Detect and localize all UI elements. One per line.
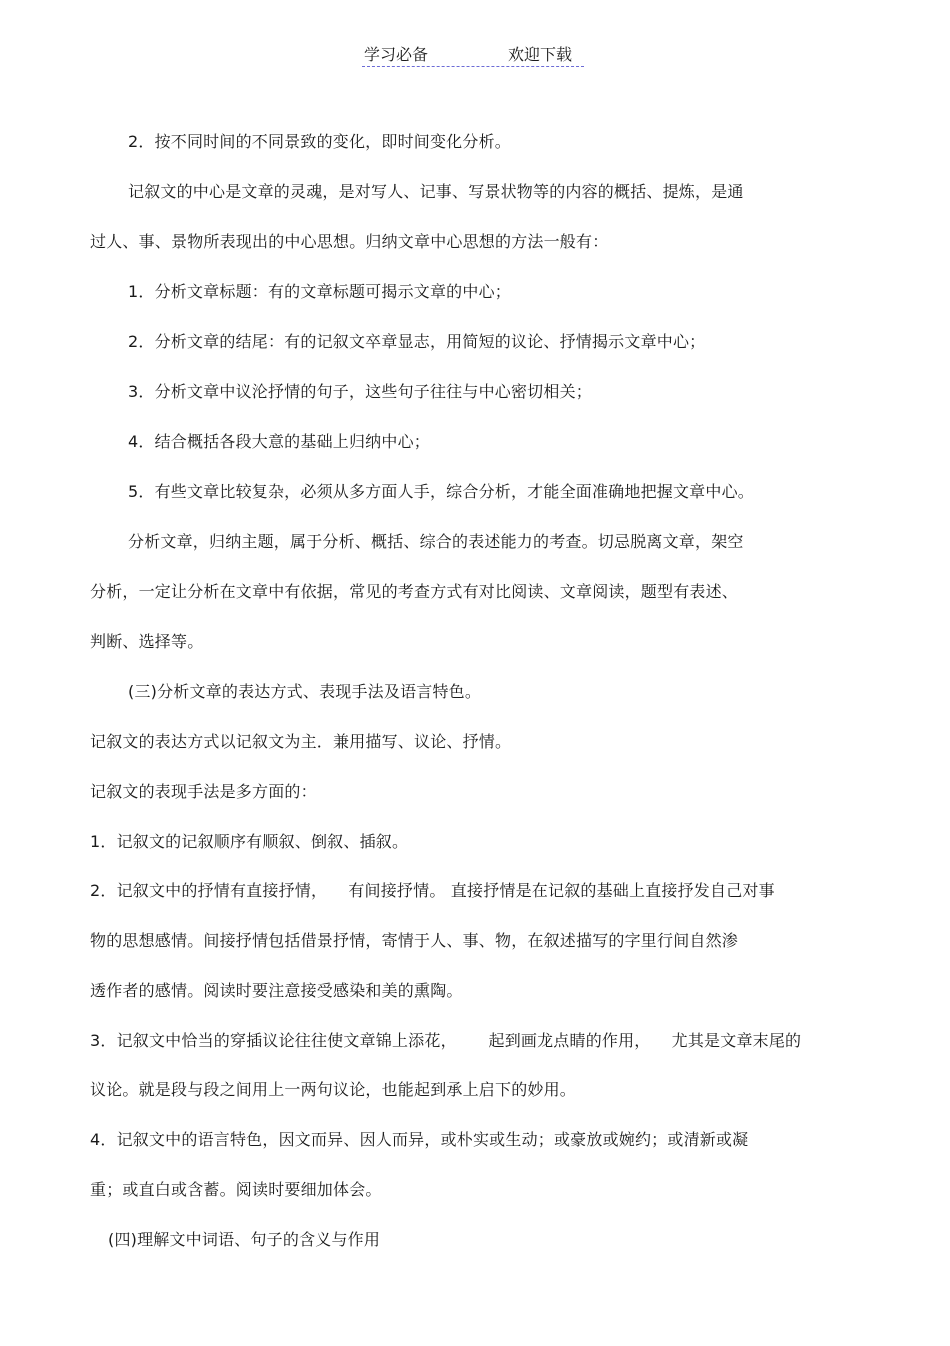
text-line: 分析文章，归纳主题，属于分析、概括、综合的表述能力的考查。切忌脱离文章，架空	[128, 532, 744, 551]
text-line: 3．分析文章中议沦抒情的句子，这些句子往往与中心密切相关；	[128, 382, 592, 401]
text-line: 物的思想感情。间接抒情包括借景抒情，寄情于人、事、物，在叙述描写的字里行间自然渗	[90, 931, 739, 950]
text-line: 记叙文的表现手法是多方面的：	[90, 782, 317, 801]
text-line: 分析，一定让分析在文章中有依据，常见的考查方式有对比阅读、文章阅读，题型有表述、	[90, 582, 739, 601]
text-line: 1．记叙文的记叙顺序有顺叙、倒叙、插叙。	[90, 832, 409, 851]
text-line: 2．分析文章的结尾：有的记叙文卒章显志，用简短的议论、抒情揭示文章中心；	[128, 332, 706, 351]
text-line: 记叙文的表达方式以记叙文为主．兼用描写、议论、抒情。	[90, 732, 512, 751]
header-left-text: 学习必备	[364, 45, 429, 64]
text-line: 4．结合概括各段大意的基础上归纳中心；	[128, 432, 430, 451]
text-line: 判断、选择等。	[90, 632, 204, 651]
text-line: 重；或直白或含蓄。阅读时要细加体会。	[90, 1180, 382, 1199]
section-heading: (四)理解文中词语、句子的含义与作用	[108, 1230, 381, 1249]
text-line: 议论。就是段与段之间用上一两句议论，也能起到承上启下的妙用。	[90, 1080, 577, 1099]
section-heading: (三)分析文章的表达方式、表现手法及语言特色。	[128, 682, 482, 701]
text-line: 4．记叙文中的语言特色，因文而异、因人而异，或朴实或生动；或豪放或婉约；或清新或凝	[90, 1130, 749, 1149]
header-right-text: 欢迎下载	[508, 45, 573, 64]
page-header	[362, 40, 584, 67]
text-line: 透作者的感情。阅读时要注意接受感染和美的熏陶。	[90, 981, 463, 1000]
text-line: 1．分析文章标题：有的文章标题可揭示文章的中心；	[128, 282, 511, 301]
text-line: 2．按不同时间的不同景致的变化，即时间变化分析。	[128, 132, 511, 151]
text-line: 3．记叙文中恰当的穿插议论往往使文章锦上添花， 起到画龙点睛的作用， 尤其是文章末尾的	[90, 1031, 802, 1050]
text-line: 过人、事、景物所表现出的中心思想。归纳文章中心思想的方法一般有：	[90, 232, 609, 251]
text-line: 2．记叙文中的抒情有直接抒情， 有间接抒情。 直接抒情是在记叙的基础上直接抒发自己对事	[90, 881, 775, 900]
text-line: 5．有些文章比较复杂，必须从多方面人手，综合分析，才能全面准确地把握文章中心。	[128, 482, 754, 501]
text-line: 记叙文的中心是文章的灵魂，是对写人、记事、写景状物等的内容的概括、提炼，是通	[128, 182, 744, 201]
